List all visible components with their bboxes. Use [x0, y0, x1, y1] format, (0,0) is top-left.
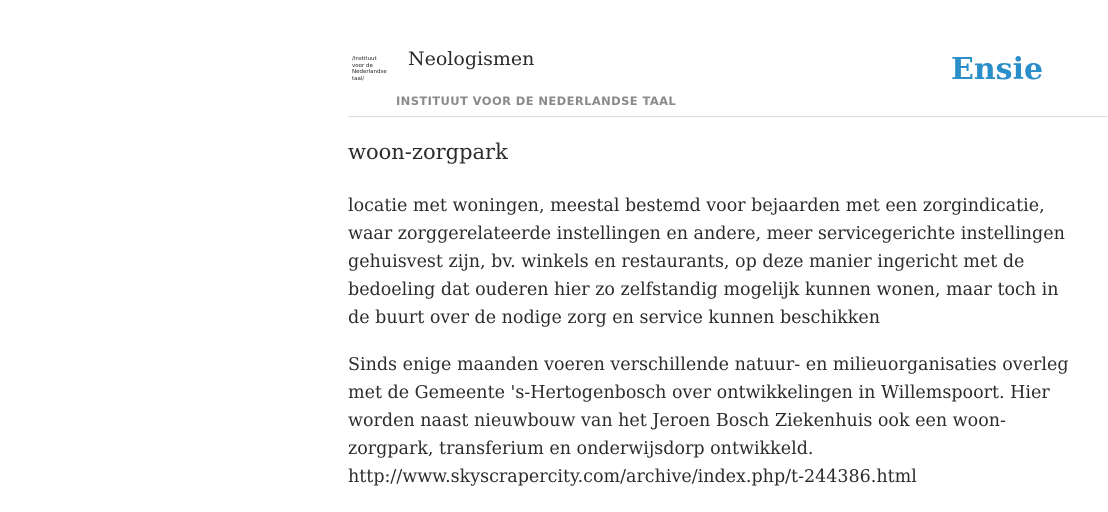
- definition-line: locatie met woningen, meestal bestemd voor bejaarden met een zorgindicatie,: [348, 196, 1045, 216]
- citation-source-link[interactable]: http://www.skyscrapercity.com/archive/index.php/t-244386.html: [348, 467, 917, 487]
- definition: [348, 192, 1108, 332]
- logo-line: voor de: [352, 62, 373, 69]
- logo-line: Nederlandse: [352, 69, 387, 75]
- logo-line: taal/: [352, 75, 365, 82]
- site-title[interactable]: Neologismen: [408, 48, 535, 70]
- content-viewport: [348, 0, 1069, 512]
- definition-line: de buurt over de nodige zorg en service kunnen beschikken: [348, 308, 881, 328]
- ivdnt-logo[interactable]: [352, 56, 396, 82]
- citation-line: zorgpark, transferium en onderwijsdorp ontwikkeld.: [348, 439, 814, 459]
- citation-line: met de Gemeente 's-Hertogenbosch over ontwikkelingen in Willemspoort. Hier: [348, 383, 1050, 403]
- definition-line: bedoeling dat ouderen hier zo zelfstandig mogelijk kunnen wonen, maar toch in: [348, 280, 1059, 300]
- brand-logo[interactable]: Ensie: [951, 52, 1044, 87]
- definition-line: waar zorggerelateerde instellingen en andere, meer servicegerichte instellingen: [348, 224, 1065, 244]
- institute-name: INSTITUUT VOOR DE NEDERLANDSE TAAL: [396, 94, 677, 108]
- definition-line: gehuisvest zijn, bv. winkels en restaurants, op deze manier ingericht met de: [348, 252, 1025, 272]
- citation-line: worden naast nieuwbouw van het Jeroen Bosch Ziekenhuis ook een woon-: [348, 411, 1006, 431]
- logo-line: /instituut: [352, 56, 377, 62]
- site-header: [348, 48, 1108, 117]
- headword: woon-zorgpark: [348, 140, 508, 164]
- citation-line: Sinds enige maanden voeren verschillende natuur- en milieuorganisaties overleg: [348, 355, 1069, 375]
- citation: [348, 351, 1108, 491]
